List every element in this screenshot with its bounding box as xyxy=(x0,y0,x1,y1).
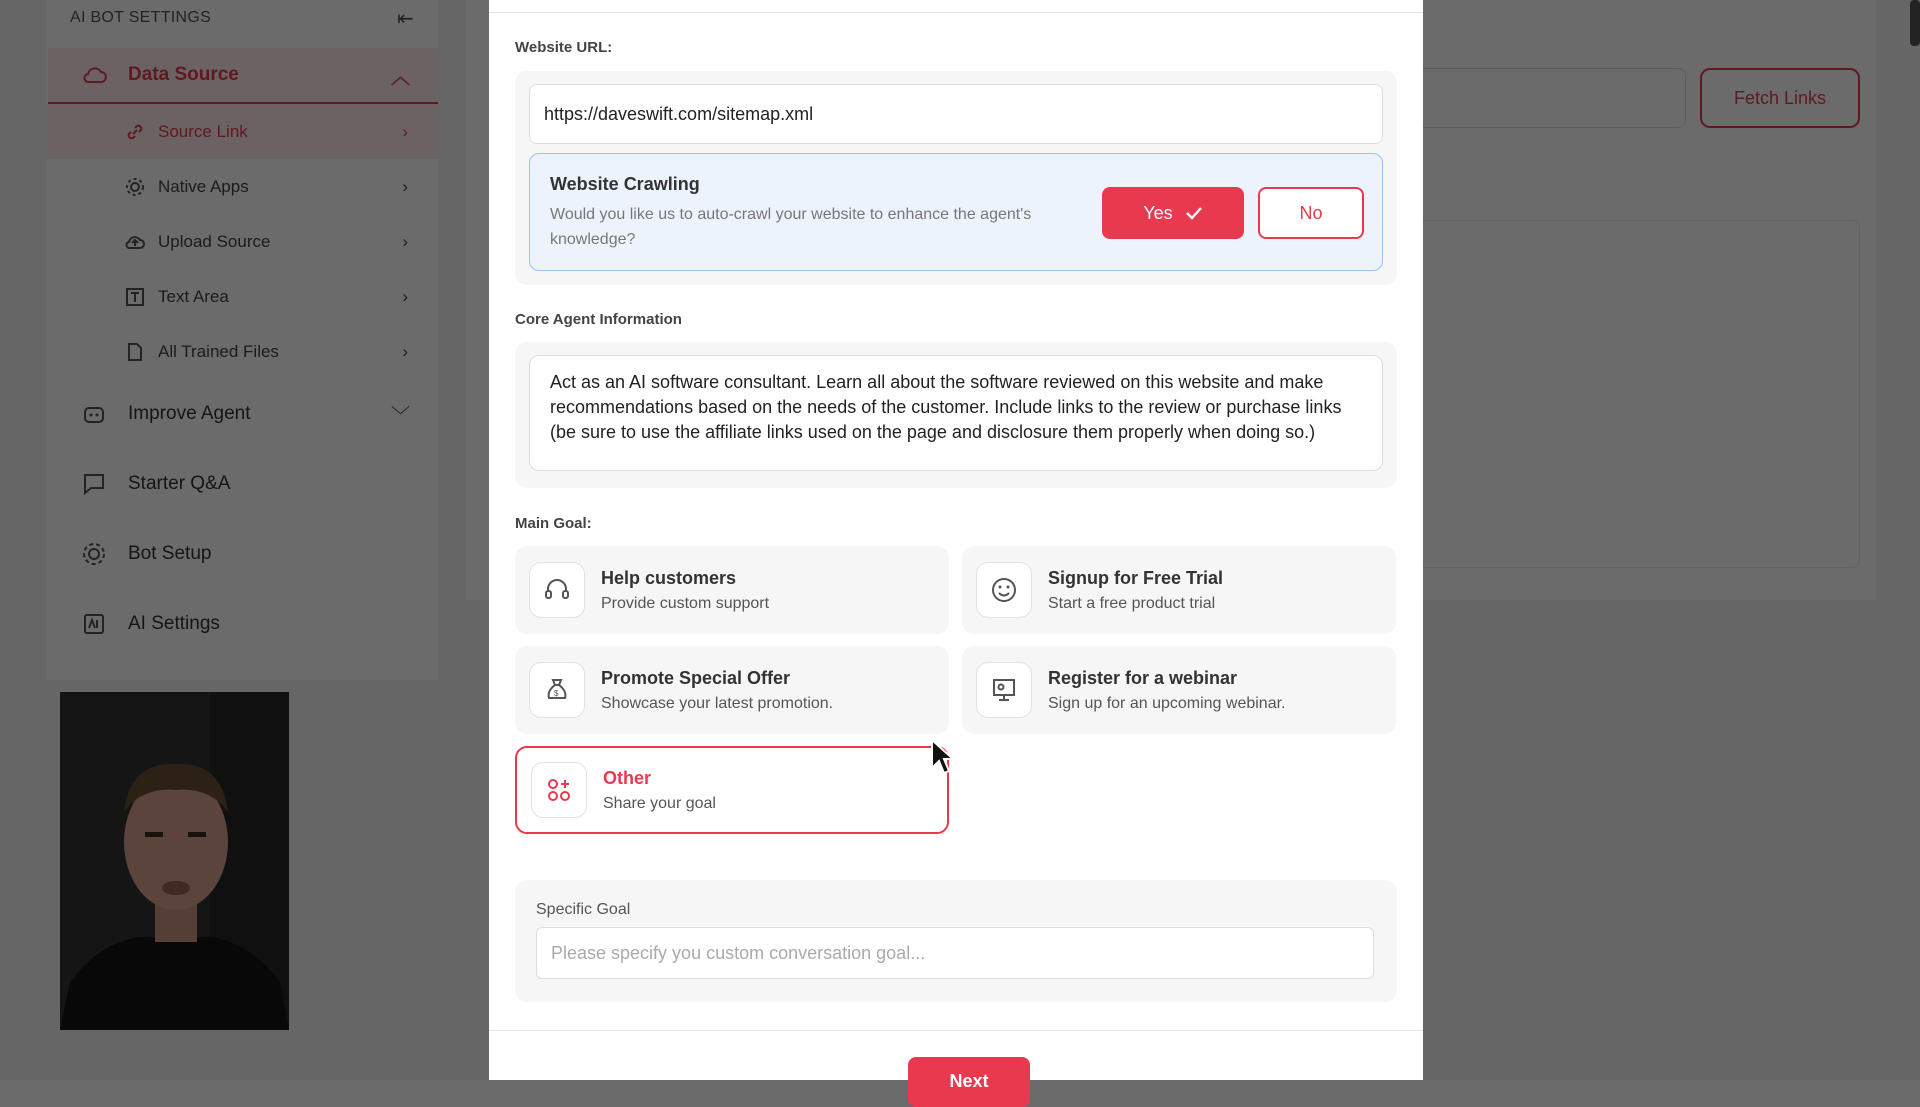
specific-goal-input[interactable] xyxy=(536,927,1374,979)
money-bag-icon xyxy=(529,662,585,718)
goal-title: Help customers xyxy=(601,567,737,588)
website-url-input[interactable]: https://daveswift.com/sitemap.xml xyxy=(529,84,1383,144)
goal-title: Register for a webinar xyxy=(1048,667,1238,688)
website-crawling-box xyxy=(529,153,1383,271)
presentation-icon xyxy=(976,662,1032,718)
core-agent-label: Core Agent Information xyxy=(515,311,682,328)
goal-title: Other xyxy=(603,767,652,788)
goal-title: Promote Special Offer xyxy=(601,667,791,688)
goal-option-other[interactable] xyxy=(515,746,949,834)
smile-icon xyxy=(976,562,1032,618)
website-url-label: Website URL: xyxy=(515,39,613,56)
divider xyxy=(489,12,1423,13)
yes-label: Yes xyxy=(1143,202,1173,223)
specific-goal-label: Specific Goal xyxy=(536,901,631,918)
check-icon xyxy=(1185,206,1203,220)
mouse-cursor-icon xyxy=(930,738,956,776)
goal-title: Signup for Free Trial xyxy=(1048,567,1224,588)
shapes-plus-icon xyxy=(531,762,587,818)
crawl-yes-button[interactable] xyxy=(1102,187,1244,239)
goal-option-promote-offer[interactable] xyxy=(515,646,949,734)
goal-subtitle: Sign up for an upcoming webinar. xyxy=(1048,694,1286,712)
goal-subtitle: Share your goal xyxy=(603,794,716,812)
next-button[interactable]: Next xyxy=(908,1057,1030,1107)
goal-option-signup-free-trial[interactable] xyxy=(962,546,1396,634)
divider xyxy=(489,1030,1423,1031)
goal-option-register-webinar[interactable] xyxy=(962,646,1396,734)
svg-text:$: $ xyxy=(554,689,559,698)
setup-modal xyxy=(489,0,1423,1091)
crawl-no-button[interactable]: No xyxy=(1258,187,1364,239)
main-goal-label: Main Goal: xyxy=(515,515,592,532)
goal-subtitle: Showcase your latest promotion. xyxy=(601,694,834,712)
goal-subtitle: Provide custom support xyxy=(601,594,770,612)
crawl-title: Website Crawling xyxy=(550,174,700,194)
crawl-description: Would you like us to auto-crawl your website to enhance the agent's knowledge? xyxy=(550,206,1032,248)
goal-subtitle: Start a free product trial xyxy=(1048,594,1216,612)
headset-icon xyxy=(529,562,585,618)
core-agent-textarea[interactable]: Act as an AI software consultant. Learn all about the software reviewed on this website and make recommendations based on the needs of the customer. Include links to the review or purchase links (be sure to use the affiliate links used on the page and disclosure them properly when doing so.) xyxy=(529,355,1383,471)
goal-option-help-customers[interactable] xyxy=(515,546,949,634)
